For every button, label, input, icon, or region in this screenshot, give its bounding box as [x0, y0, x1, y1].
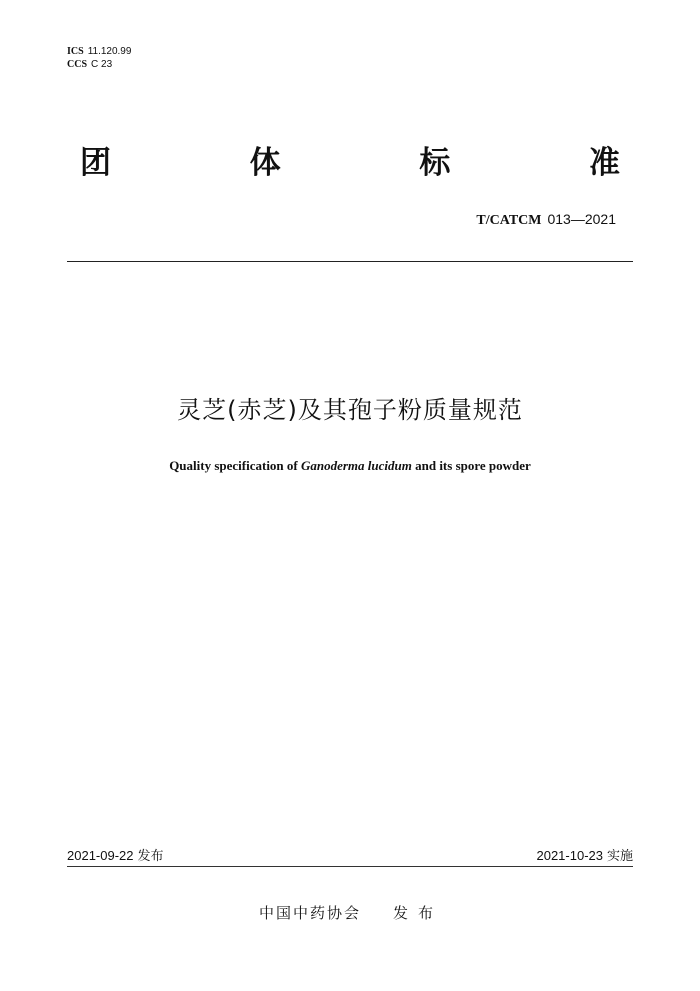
- title-english-part2: and its spore powder: [415, 458, 531, 473]
- standard-type-char-2: 体: [249, 145, 281, 181]
- ics-label: ICS: [67, 46, 84, 57]
- ccs-code: [67, 58, 131, 71]
- standard-type-char-3: 标: [419, 145, 451, 181]
- ccs-label: CCS: [67, 59, 88, 70]
- publisher-organization: 中国中药协会: [259, 904, 362, 922]
- implement-date: [536, 845, 633, 864]
- implement-date-value: 2021-10-23: [536, 848, 603, 863]
- title-english-part1: Quality specification of: [169, 458, 298, 473]
- ics-code: [67, 45, 131, 58]
- title-chinese: 灵芝(赤芝)及其孢子粉质量规范: [177, 396, 523, 424]
- release-date-value: 2021-09-22: [67, 848, 134, 863]
- release-date-label: 发布: [137, 849, 164, 864]
- classification-codes: [67, 45, 131, 71]
- title-english: [0, 458, 700, 474]
- standard-number-value: 013—2021: [547, 211, 616, 227]
- title-english-species: Ganoderma lucidum: [300, 458, 412, 473]
- publisher-action: 发布: [393, 904, 444, 922]
- ccs-value: C 23: [91, 59, 113, 70]
- standard-type-char-4: 准: [588, 145, 620, 181]
- top-divider: [67, 261, 633, 262]
- standard-number-prefix: T/CATCM: [476, 213, 542, 228]
- standard-type-heading: [80, 143, 620, 183]
- ics-value: 11.120.99: [87, 46, 132, 57]
- bottom-divider: [67, 866, 633, 867]
- publisher: [259, 902, 443, 923]
- standard-number: [476, 211, 616, 229]
- implement-date-label: 实施: [606, 849, 633, 864]
- release-date: [67, 845, 164, 864]
- standard-type-char-1: 团: [80, 145, 111, 181]
